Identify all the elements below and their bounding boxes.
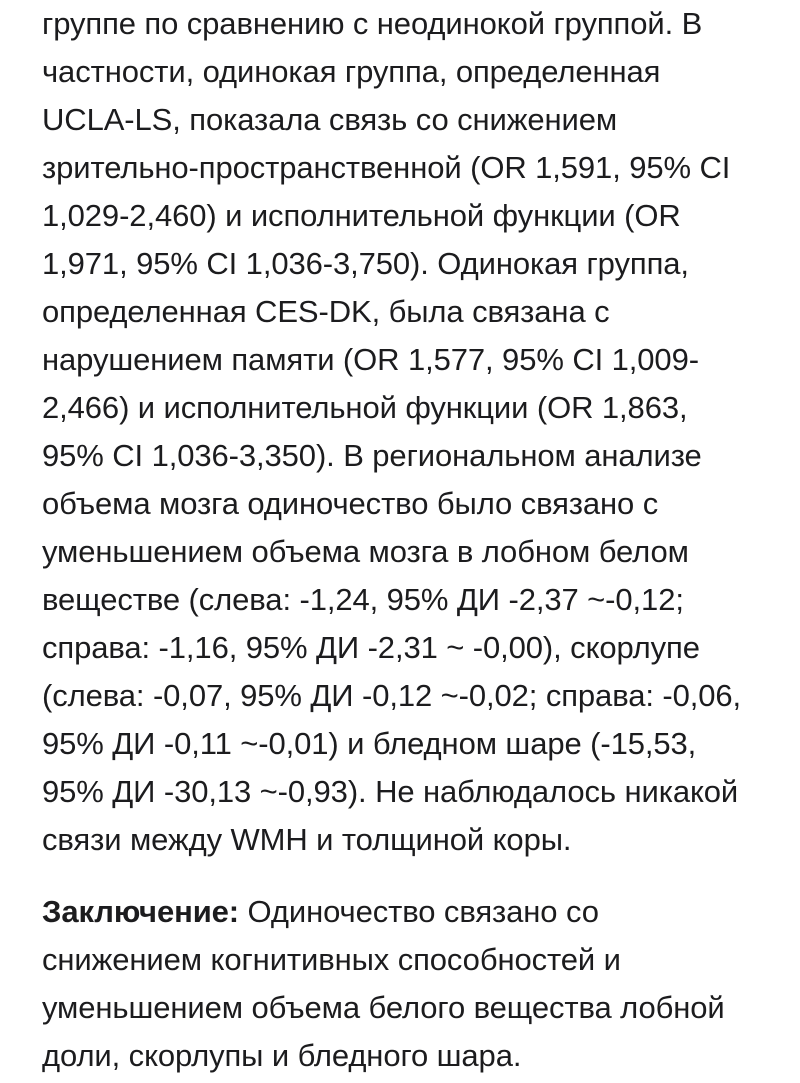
text-line: 95% CI 1,036-3,350). В региональном анализе <box>42 438 702 473</box>
text-line <box>42 892 599 932</box>
text-line: объема мозга одиночество было связано с <box>42 486 659 521</box>
text-line: 1,029-2,460) и исполнительной функции (OR <box>42 198 681 233</box>
text-line: UCLA-LS, показала связь со снижением <box>42 102 618 137</box>
text-line: группе по сравнению с неодинокой группой. В <box>42 6 703 41</box>
text-line: (слева: -0,07, 95% ДИ -0,12 ~-0,02; справа: -0,06, <box>42 678 742 713</box>
text-line: 2,466) и исполнительной функции (OR 1,863, <box>42 390 688 425</box>
text-line: уменьшением объема мозга в лобном белом <box>42 534 689 569</box>
text-line: доли, скорлупы и бледного шара. <box>42 1038 522 1073</box>
text-line: уменьшением объема белого вещества лобной <box>42 990 725 1025</box>
text-line: частности, одинокая группа, определенная <box>42 54 661 89</box>
text-line: снижением когнитивных способностей и <box>42 942 621 977</box>
conclusion-first-line: Одиночество связано со <box>239 894 599 929</box>
text-line: веществе (слева: -1,24, 95% ДИ -2,37 ~-0,12; <box>42 582 684 617</box>
text-line: зрительно-пространственной (OR 1,591, 95% CI <box>42 150 731 185</box>
text-line: 95% ДИ -0,11 ~-0,01) и бледном шаре (-15,53, <box>42 726 697 761</box>
text-line: 95% ДИ -30,13 ~-0,93). Не наблюдалось никакой <box>42 774 739 809</box>
conclusion-label: Заключение: <box>42 894 240 929</box>
text-line: 1,971, 95% CI 1,036-3,750). Одинокая группа, <box>42 246 689 281</box>
text-line: справа: -1,16, 95% ДИ -2,31 ~ -0,00), скорлупе <box>42 630 700 665</box>
text-line: определенная CES-DK, была связана с <box>42 294 610 329</box>
text-line: нарушением памяти (OR 1,577, 95% CI 1,009- <box>42 342 699 377</box>
text-line: связи между WMH и толщиной коры. <box>42 822 572 857</box>
